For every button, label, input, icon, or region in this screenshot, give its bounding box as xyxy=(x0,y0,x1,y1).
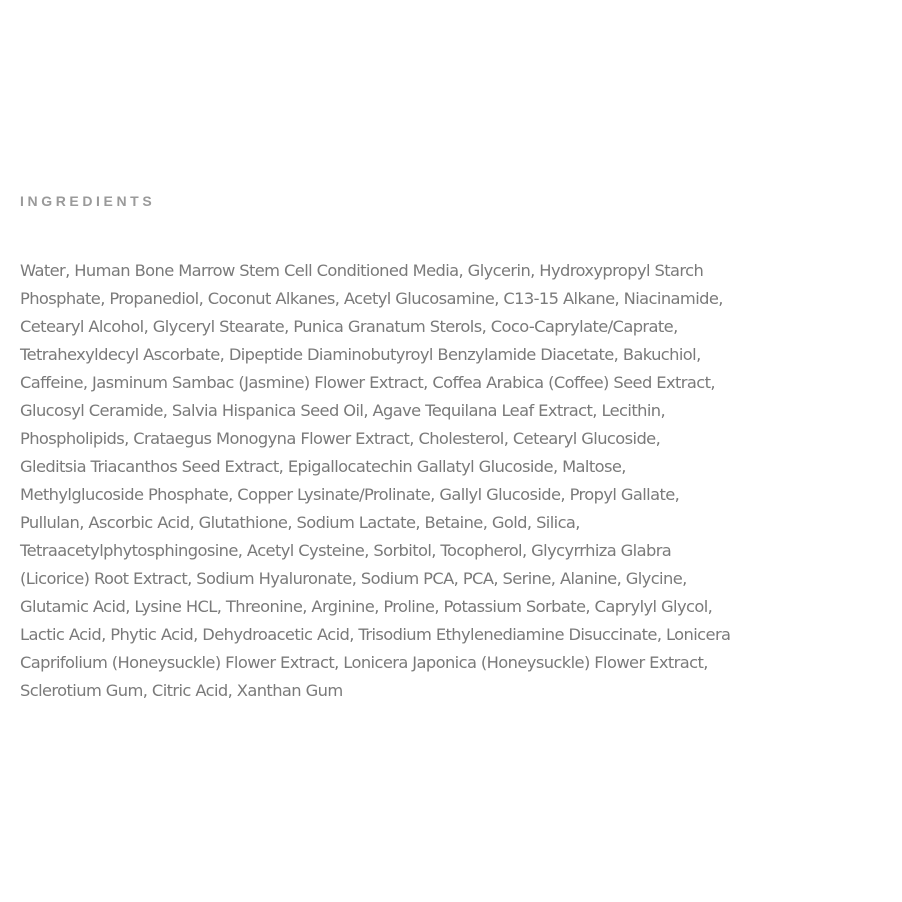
ingredients-line: Caffeine, Jasminum Sambac (Jasmine) Flower Extract, Coffea Arabica (Coffee) Seed Extract, xyxy=(20,373,715,392)
ingredients-line: Cetearyl Alcohol, Glyceryl Stearate, Punica Granatum Sterols, Coco-Caprylate/Caprate, xyxy=(20,317,678,336)
ingredients-line: Phospholipids, Crataegus Monogyna Flower Extract, Cholesterol, Cetearyl Glucoside, xyxy=(20,429,661,448)
ingredients-line: Pullulan, Ascorbic Acid, Glutathione, Sodium Lactate, Betaine, Gold, Silica, xyxy=(20,513,580,532)
ingredients-line: Methylglucoside Phosphate, Copper Lysinate/Prolinate, Gallyl Glucoside, Propyl Gallate, xyxy=(20,485,680,504)
ingredients-line: Gleditsia Triacanthos Seed Extract, Epigallocatechin Gallatyl Glucoside, Maltose, xyxy=(20,457,626,476)
ingredients-line: Phosphate, Propanediol, Coconut Alkanes, Acetyl Glucosamine, C13-15 Alkane, Niacinamide, xyxy=(20,289,723,308)
ingredients-line: Sclerotium Gum, Citric Acid, Xanthan Gum xyxy=(20,681,343,700)
ingredients-line: Water, Human Bone Marrow Stem Cell Conditioned Media, Glycerin, Hydroxypropyl Starch xyxy=(20,261,704,280)
ingredients-line: Tetraacetylphytosphingosine, Acetyl Cysteine, Sorbitol, Tocopherol, Glycyrrhiza Glabra xyxy=(20,541,672,560)
ingredients-line: Glutamic Acid, Lysine HCL, Threonine, Arginine, Proline, Potassium Sorbate, Caprylyl Glycol, xyxy=(20,597,713,616)
ingredients-line: Glucosyl Ceramide, Salvia Hispanica Seed Oil, Agave Tequilana Leaf Extract, Lecithin, xyxy=(20,401,666,420)
ingredients-line: Lactic Acid, Phytic Acid, Dehydroacetic Acid, Trisodium Ethylenediamine Disuccinate, Lonicera xyxy=(20,625,731,644)
ingredients-line: (Licorice) Root Extract, Sodium Hyaluronate, Sodium PCA, PCA, Serine, Alanine, Glycine, xyxy=(20,569,687,588)
ingredients-list xyxy=(20,257,886,705)
ingredients-heading: INGREDIENTS xyxy=(20,193,156,209)
ingredients-line: Tetrahexyldecyl Ascorbate, Dipeptide Diaminobutyroyl Benzylamide Diacetate, Bakuchiol, xyxy=(20,345,701,364)
ingredients-line: Caprifolium (Honeysuckle) Flower Extract, Lonicera Japonica (Honeysuckle) Flower Extract, xyxy=(20,653,708,672)
